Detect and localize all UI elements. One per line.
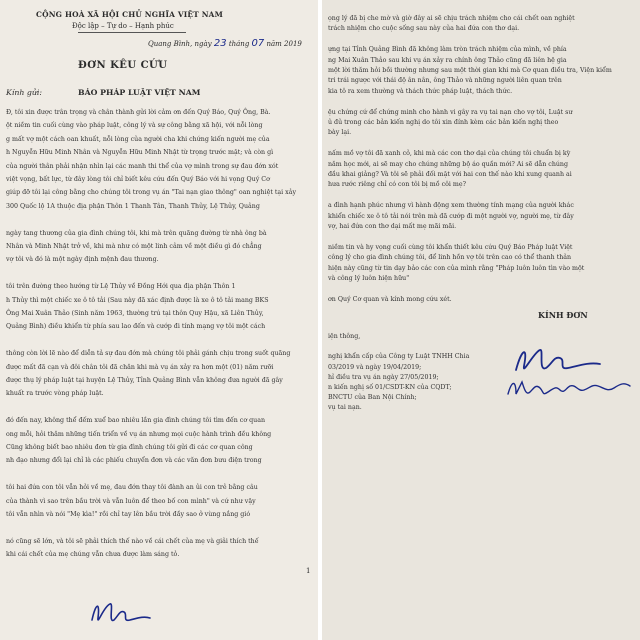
text-line: kia tô ra xem thường và thách thức pháp luật, thách thức.: [328, 87, 513, 95]
text-line: được thụ lý pháp luật tại huyện Lệ Thủy, Tỉnh Quảng Bình vẫn không đưa người đã gây: [6, 377, 283, 384]
date-month: 07: [251, 38, 265, 49]
text-line: tôi hai đứa con tôi vẫn hỏi về mẹ, đau đớn thay tôi đành an ủi con trẻ bằng câu: [6, 484, 258, 492]
text-line: đầu khai giảng? Và tôi sẽ phải đối mặt với hai con thế nào khi xung quanh ai: [328, 171, 572, 178]
recipient-label: Kính gửi:: [6, 88, 42, 97]
text-line: nó cũng sẽ lớn, và tôi sẽ phải thích thế nào về cái chết của mẹ và giải thích thế: [6, 537, 259, 545]
text-line: ệu chứng cứ để chứng minh cho hành vi gây ra vụ tai nạn cho vợ tôi, Luật sư: [328, 108, 573, 116]
text-line: g mất vợ một cách oan khuất, nỗi lòng của người cha khi chứng kiến người mẹ của: [6, 135, 270, 143]
letter-title: ĐƠN KÊU CỨU: [78, 60, 168, 71]
text-line: thông còn lời lẽ nào để diễn tả sự đau đớn mà chúng tôi phải gánh chịu trong suốt quãng: [6, 350, 291, 358]
text-line: iện thông,: [328, 333, 361, 340]
letter-date: [148, 38, 302, 49]
text-line: n kiến nghị số 01/CSDT-KN của CQDT;: [328, 384, 452, 391]
text-line: vợ, hai đứa con thơ dại mất mẹ mãi mãi.: [328, 223, 457, 230]
text-line: niềm tin và hy vọng cuối cùng tôi khẩn thiết kêu cứu Quý Báo Pháp luật Việt: [328, 243, 573, 251]
text-line: 300 Quốc lộ 1A thuộc địa phận Thôn 1 Thanh Tân, Thanh Thủy, Lệ Thủy, Quảng: [6, 202, 260, 210]
text-line: của người thân phải nhận nhìn lại các manh thi thể của vợ mình trong sự đau đớn xót: [6, 162, 279, 170]
text-line: năm học mới, ai sẽ may cho chúng những bộ áo quần mới? Ai sẽ dẫn chúng: [328, 160, 569, 168]
text-line: vụ tai nạn.: [328, 404, 362, 412]
text-line: tôi trên đường theo hướng từ Lệ Thủy về Đồng Hới qua địa phận Thôn 1: [6, 283, 236, 291]
text-line: khuất ra trước vòng pháp luật.: [6, 390, 104, 398]
text-line: ọng lý đã bị che mờ và giờ đây ai sẽ chịu trách nhiệm cho cái chết oan nghiệt: [328, 15, 575, 22]
date-year: năm 2019: [266, 40, 302, 48]
text-line: hưa rước riêng chỉ có con tôi bị mồ côi mẹ?: [328, 181, 466, 189]
date-prefix: Quang Bình, ngày: [148, 40, 212, 48]
text-line: khiển chiếc xe ô tô tải nói trên mà đã cướp đi một người vợ, người mẹ, từ đây: [328, 212, 574, 220]
page-number: 1: [306, 567, 311, 575]
text-line: tôi vẫn nhìn và nói "Mẹ kìa!" rồi chỉ tay lên bầu trời đầy sao ở vùng nắng gió: [6, 511, 251, 518]
text-line: a đình hạnh phúc nhưng vì hành động xem thường tính mạng của người khác: [328, 202, 574, 210]
text-line: và công lý luôn hiện hữu": [328, 275, 410, 282]
text-line: giúp đỡ tôi lại công bằng cho chúng tôi trong vụ án "Tai nạn giao thông" oan nghiệt tại xảy: [6, 189, 297, 197]
text-line: ong mỗi, hỏi thăm những tiến triển về vụ án nhưng mọi cuộc hành trình đều không: [6, 430, 272, 438]
text-line: ngày tang thương của gia đình chúng tôi, khi mà trên quãng đường từ nhà ông bà: [6, 229, 267, 237]
text-line: trách nhiệm cho cuộc sống sau này của hai đứa con thơ dại.: [328, 25, 520, 33]
signature-name-handwritten: [504, 374, 636, 404]
closing-kinh-don: KÍNH ĐƠN: [538, 310, 588, 320]
text-line: ột niềm tin cuối cùng vào pháp luật, công lý và sự công bằng xã hội, với nỗi lòng: [6, 122, 263, 130]
text-line: Ông Mai Xuân Thảo (Sinh năm 1963, thường trú tại thôn Quy Hậu, xã Liên Thủy,: [6, 310, 264, 317]
text-line: h Thủy thì một chiếc xe ô tô tải (Sau này đã xác định được là xe ô tô tải mang BKS: [6, 296, 269, 304]
date-month-label: tháng: [228, 40, 250, 48]
text-line: của thành vì sao trên bầu trời và vẫn luôn để theo bố con mình" và cứ như vậy: [6, 497, 256, 505]
text-line: nh đạo nhưng đổi lại chỉ là các phiếu chuyển đơn và các văn đơn bưu điện trong: [6, 457, 262, 465]
date-day: 23: [213, 38, 227, 49]
text-line: nấm mồ vợ tôi đã xanh cỏ, khi mà các con thơ dại của chúng tôi chuẩn bị kỳ: [328, 150, 571, 158]
text-line: một lời thăm hỏi bồi thường nhưng sau một thời gian khi mà Cơ quan điều tra, Viện kiểm: [328, 67, 612, 74]
text-line: 03/2019 và ngày 19/04/2019;: [328, 363, 422, 371]
recipient-name: BÁO PHÁP LUẬT VIỆT NAM: [78, 88, 201, 97]
text-line: đó đến nay, không thể đếm xuể bao nhiêu lần gia đình chúng tôi tìm đến cơ quan: [6, 417, 266, 425]
national-title: CỘNG HOÀ XÃ HỘI CHỦ NGHĨA VIỆT NAM: [36, 10, 223, 19]
text-line: công lý cho gia đình chúng tôi, để linh hồn vợ tôi trên cao có thể thanh thản: [328, 254, 572, 262]
signature-mark-left: [86, 596, 156, 632]
text-line: BNCTU của Ban Nội Chính;: [328, 394, 417, 402]
text-line: vợ tôi và đó là một ngày định mệnh đau thương.: [6, 256, 159, 264]
text-line: nghị khẩn cấp của Công ty Luật TNHH Chia: [328, 353, 470, 361]
text-line: ựng tại Tỉnh Quảng Bình đã không làm tròn trách nhiệm của mình, về phía: [328, 46, 567, 54]
letter-page-1: [0, 0, 318, 640]
text-line: việt vọng, bất lực, từ đây lòng tôi chỉ biết kêu cứu đến Quý Báo với hi vọng Quý Cơ: [6, 176, 270, 183]
text-line: ơn Quý Cơ quan và kính mong cứu xét.: [328, 295, 452, 303]
recipient-line: [6, 88, 42, 97]
text-line: tri trái ngược với thái độ ân nân, ông Thảo và những người liên quan trên: [328, 77, 562, 85]
text-line: Cũng không biết bao nhiêu đơn từ gia đình chúng tôi gửi đi các cơ quan công: [6, 444, 253, 451]
text-line: ng Mai Xuân Thảo sau khi vụ án xảy ra chính ông Thảo cũng đã liên hệ gia: [328, 56, 567, 64]
text-line: Nhân và Minh Nhật trở về, khi mà như có một linh cảm về một điều gì đó chẳng: [6, 243, 262, 250]
national-motto: Độc lập – Tự do – Hạnh phúc: [72, 22, 174, 30]
letter-page-2: [322, 0, 640, 640]
text-line: hỉ điều tra vụ án ngày 27/05/2019;: [328, 373, 439, 381]
text-line: hiện này cũng từ tin dạy bảo các con của mình rằng "Pháp luôn luôn tìn vào một: [328, 264, 585, 272]
text-line: Quảng Bình) điều khiển từ phía sau lao đến và cướp đi tính mạng vợ tôi một cách: [6, 323, 266, 331]
text-line: h Nguyễn Hữu Minh Nhân và Nguyễn Hữu Minh Nhật từ trọng trước mặt; và còn gì: [6, 149, 274, 157]
text-line: được mất đã cạn và đôi chân tôi đã chăn khi mà vụ án xảy ra hơn một (01) năm rưỡi: [6, 363, 274, 371]
text-line: khi cái chết của mẹ chúng vẫn chưa được làm sáng tỏ.: [6, 551, 180, 559]
text-line: bày lại.: [328, 129, 352, 137]
text-line: ủ đủ trong các bản kiến nghị do tôi xin đính kèm các bản kiến nghị theo: [328, 119, 559, 126]
text-line: Đ, tôi xin được trân trọng và chân thành gửi lời cảm ơn đến Quý Báo, Quý Ông, Bà.: [6, 109, 271, 116]
motto-underline: [78, 32, 186, 33]
